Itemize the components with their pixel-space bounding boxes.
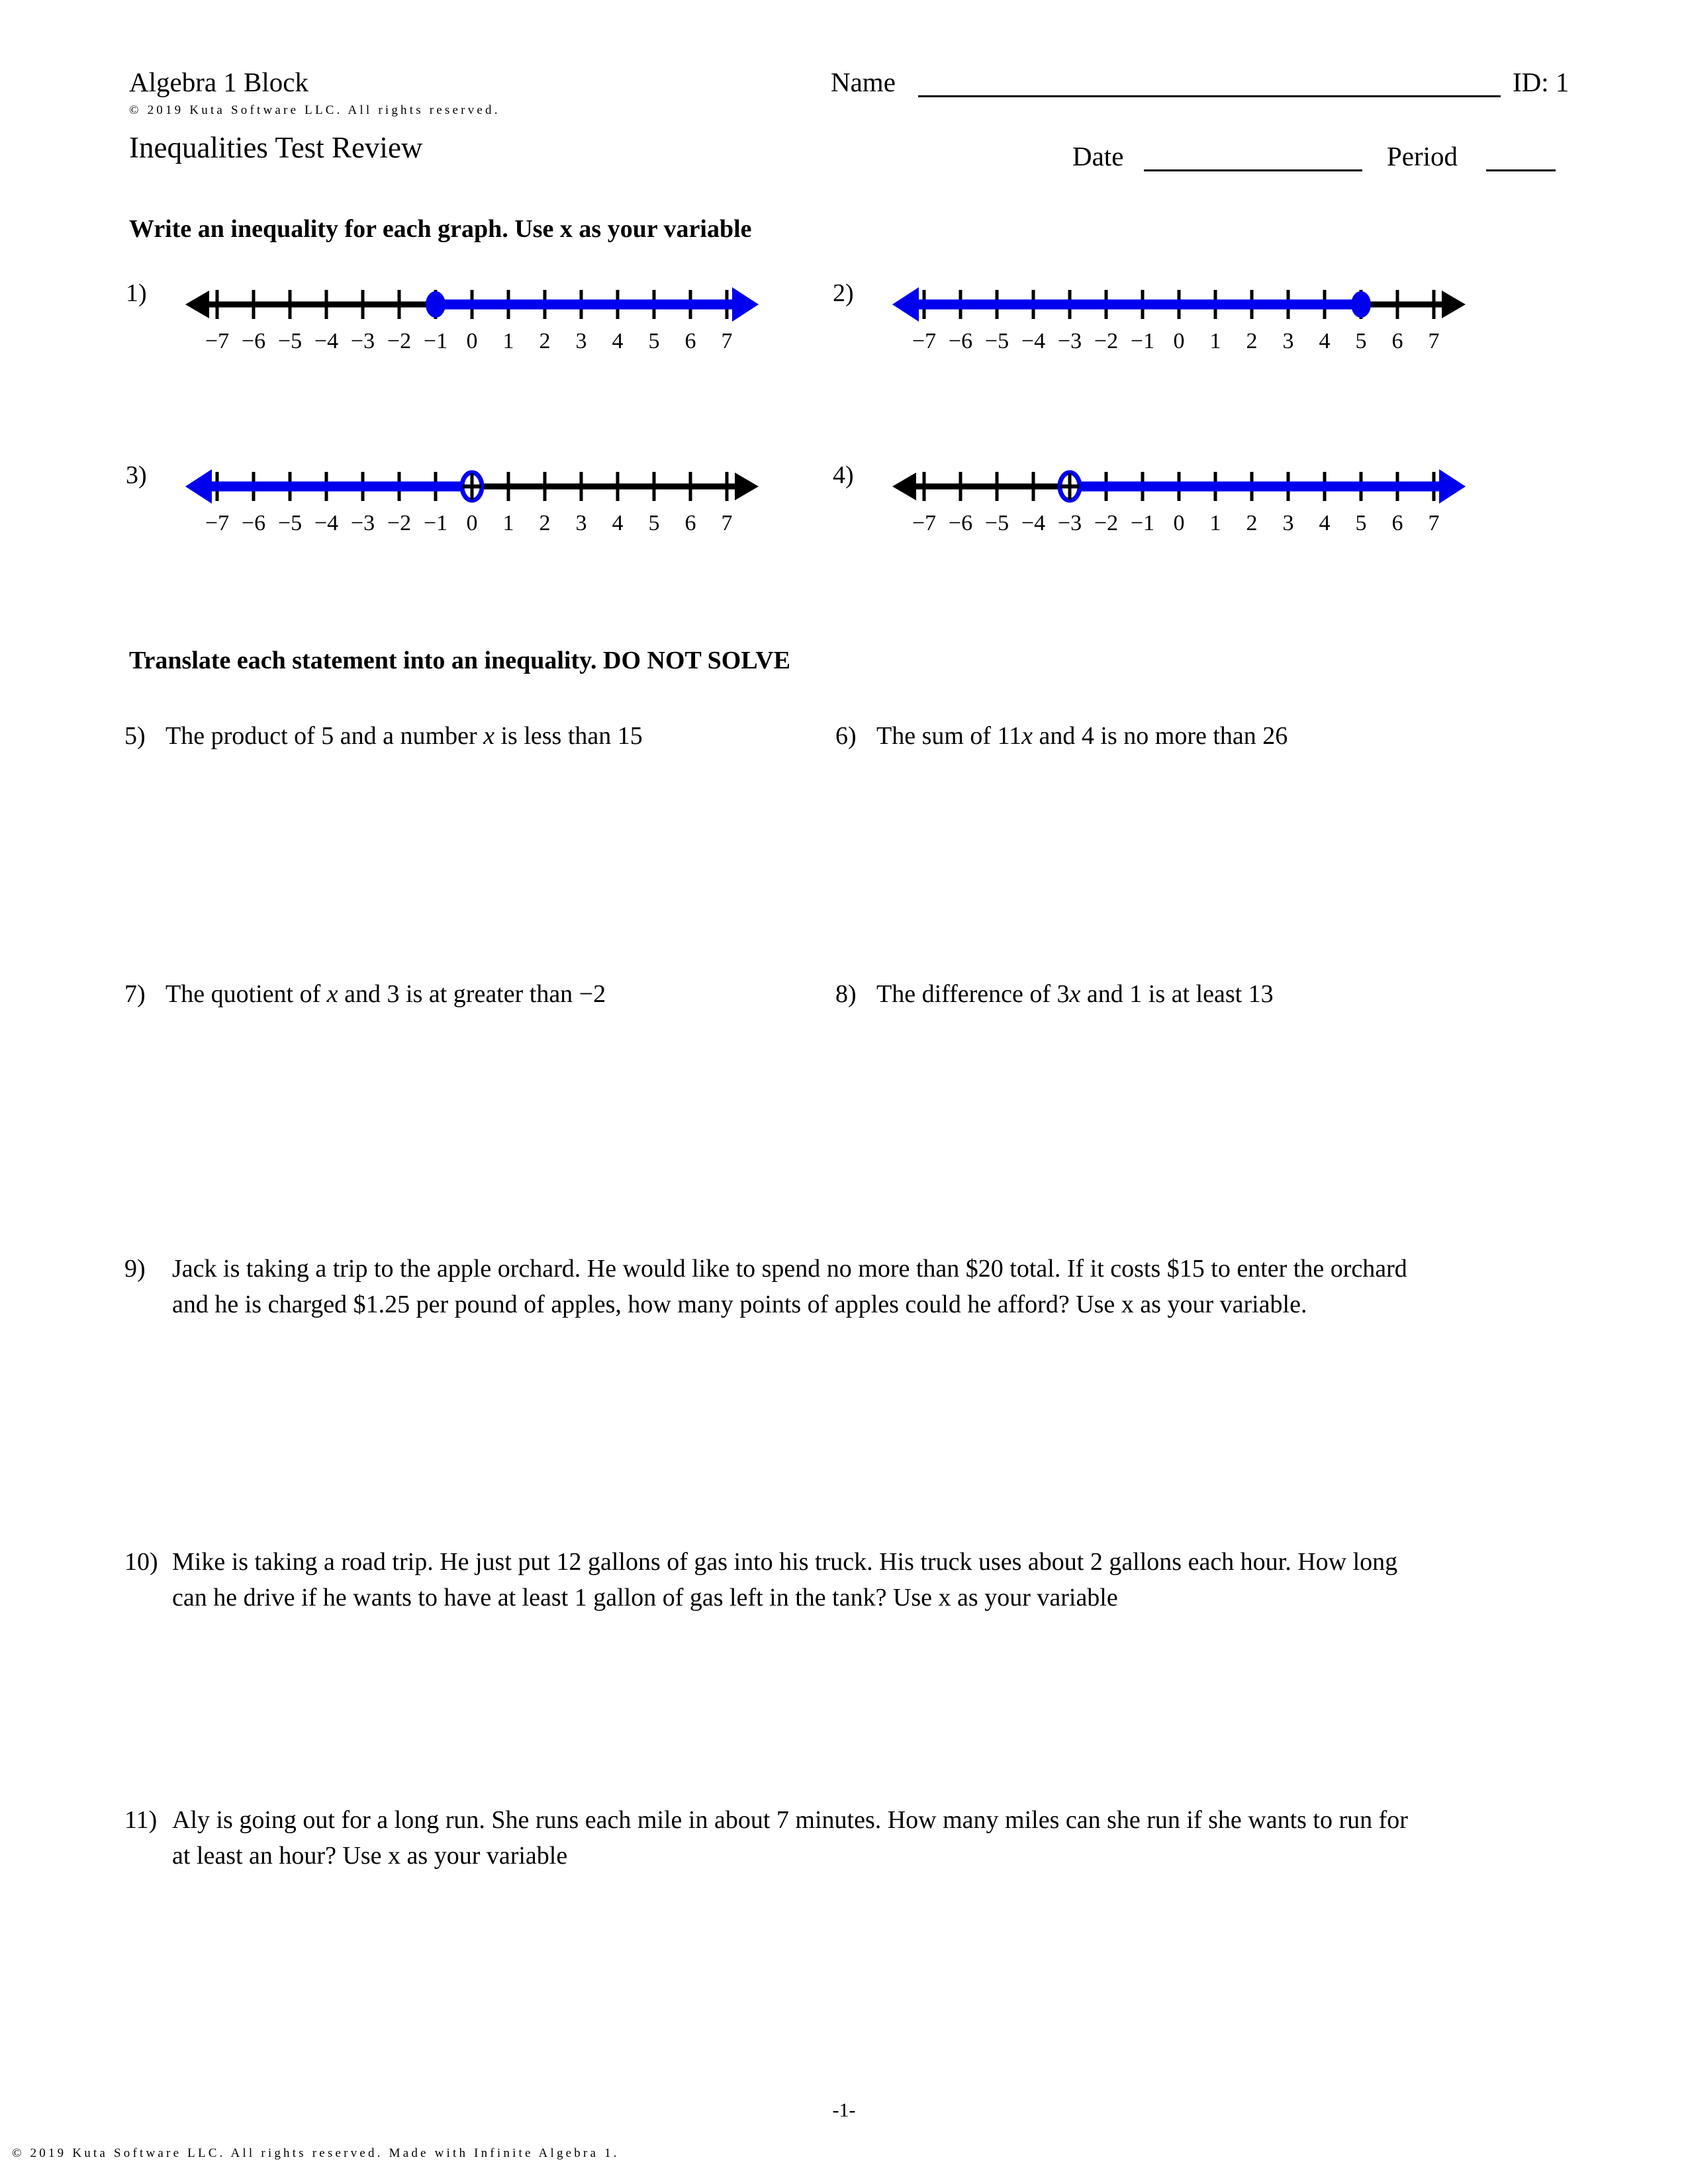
problem-8 <box>835 976 1464 1012</box>
number-line-problem-2 <box>833 277 1495 369</box>
problem-number: 5) <box>124 722 146 750</box>
svg-text:−2: −2 <box>387 329 412 353</box>
svg-text:−4: −4 <box>314 511 339 535</box>
svg-text:−7: −7 <box>912 329 937 353</box>
svg-text:6: 6 <box>684 329 696 353</box>
svg-text:1: 1 <box>502 511 514 535</box>
svg-text:7: 7 <box>1428 511 1440 535</box>
number-line-problem-3 <box>126 459 788 551</box>
svg-text:−3: −3 <box>1057 329 1082 353</box>
problem-number: 11) <box>124 1806 158 1834</box>
problem-text: Jack is taking a trip to the apple orchard. He would like to spend no more than $20 total. If it costs $15 to enter the orchard and he is charged $1.25 per pound of apples, how many points of apples could he afford? Use x as your variable. <box>172 1255 1407 1318</box>
svg-text:3: 3 <box>1282 329 1294 353</box>
problem-text: The sum of 11x and 4 is no more than 26 <box>876 722 1288 750</box>
svg-text:−1: −1 <box>423 511 448 535</box>
svg-text:5: 5 <box>1355 329 1367 353</box>
svg-text:1: 1 <box>1209 511 1221 535</box>
svg-text:−6: −6 <box>241 511 266 535</box>
problem-text: The product of 5 and a number x is less than 15 <box>165 722 643 750</box>
svg-text:−5: −5 <box>984 511 1009 535</box>
date-label: Date <box>1072 141 1124 171</box>
date-blank-rule[interactable] <box>1144 169 1362 171</box>
copyright-top: © 2019 Kuta Software LLC. All rights reserved. <box>129 103 500 117</box>
svg-text:3: 3 <box>1282 511 1294 535</box>
svg-text:−3: −3 <box>350 511 375 535</box>
svg-text:−5: −5 <box>277 329 303 353</box>
problem-number: 10) <box>124 1548 158 1576</box>
problem-text: Mike is taking a road trip. He just put 12 gallons of gas into his truck. His truck uses about 2 gallons each hour. How long can he drive if he wants to have at least 1 gallon of gas left in the tank? Use x as your variable <box>172 1548 1398 1612</box>
svg-text:−2: −2 <box>1094 329 1119 353</box>
problem-6 <box>835 718 1464 754</box>
name-blank-rule[interactable] <box>918 95 1501 97</box>
number-line-graph[interactable] <box>158 459 786 548</box>
svg-text:2: 2 <box>1246 329 1258 353</box>
problem-number: 8) <box>835 980 857 1008</box>
svg-text:−1: −1 <box>1130 511 1155 535</box>
svg-text:1: 1 <box>502 329 514 353</box>
svg-text:2: 2 <box>1246 511 1258 535</box>
svg-text:4: 4 <box>612 511 624 535</box>
svg-text:6: 6 <box>1391 329 1403 353</box>
svg-text:7: 7 <box>721 511 733 535</box>
worksheet-id-label: ID: 1 <box>1513 67 1570 97</box>
svg-text:−3: −3 <box>1057 511 1082 535</box>
problem-5 <box>124 718 707 754</box>
svg-text:2: 2 <box>539 329 551 353</box>
problem-11 <box>124 1802 1422 1874</box>
number-line-graph[interactable] <box>158 277 786 366</box>
problem-number: 9) <box>124 1255 146 1283</box>
directions-write-inequality: Write an inequality for each graph. Use x as your variable <box>129 215 752 243</box>
problem-number: 2) <box>833 279 854 307</box>
svg-text:−4: −4 <box>1021 511 1046 535</box>
svg-text:0: 0 <box>466 329 478 353</box>
svg-text:−5: −5 <box>984 329 1009 353</box>
svg-text:4: 4 <box>1319 329 1331 353</box>
problem-number: 3) <box>126 461 147 489</box>
svg-text:−6: −6 <box>948 511 973 535</box>
svg-text:0: 0 <box>1173 329 1185 353</box>
svg-text:2: 2 <box>539 511 551 535</box>
problem-number: 6) <box>835 722 857 750</box>
copyright-bottom: © 2019 Kuta Software LLC. All rights reserved. Made with Infinite Algebra 1. <box>12 2146 620 2160</box>
svg-text:5: 5 <box>648 511 660 535</box>
problem-9 <box>124 1251 1422 1322</box>
svg-text:−2: −2 <box>1094 511 1119 535</box>
svg-text:−4: −4 <box>314 329 339 353</box>
svg-text:6: 6 <box>1391 511 1403 535</box>
number-line-graph[interactable] <box>865 277 1493 366</box>
svg-text:0: 0 <box>466 511 478 535</box>
svg-text:−5: −5 <box>277 511 303 535</box>
worksheet-header <box>129 66 1570 192</box>
name-label: Name <box>831 67 896 97</box>
svg-text:4: 4 <box>1319 511 1331 535</box>
svg-text:0: 0 <box>1173 511 1185 535</box>
svg-text:−3: −3 <box>350 329 375 353</box>
problem-10 <box>124 1544 1422 1615</box>
problem-text: The quotient of x and 3 is at greater than −2 <box>165 980 606 1008</box>
svg-text:−4: −4 <box>1021 329 1046 353</box>
directions-translate-statement: Translate each statement into an inequality. DO NOT SOLVE <box>129 647 791 674</box>
svg-text:−7: −7 <box>205 511 230 535</box>
problem-number: 1) <box>126 279 147 307</box>
svg-text:−7: −7 <box>912 511 937 535</box>
header-row-bottom <box>129 130 1559 176</box>
svg-text:3: 3 <box>575 511 587 535</box>
svg-text:7: 7 <box>1428 329 1440 353</box>
problem-text: Aly is going out for a long run. She runs each mile in about 7 minutes. How many miles can she run if she wants to run for at least an hour? Use x as your variable <box>172 1806 1408 1870</box>
period-blank-rule[interactable] <box>1486 169 1556 171</box>
problem-number: 7) <box>124 980 146 1008</box>
svg-text:5: 5 <box>1355 511 1367 535</box>
number-line-graph[interactable] <box>865 459 1493 548</box>
problem-number: 4) <box>833 461 854 489</box>
svg-text:−1: −1 <box>423 329 448 353</box>
svg-text:−1: −1 <box>1130 329 1155 353</box>
svg-text:−6: −6 <box>241 329 266 353</box>
page-number: -1- <box>832 2099 856 2121</box>
svg-text:−7: −7 <box>205 329 230 353</box>
problem-7 <box>124 976 707 1012</box>
number-line-problem-4 <box>833 459 1495 551</box>
number-line-problem-1 <box>126 277 788 369</box>
svg-text:4: 4 <box>612 329 624 353</box>
svg-text:3: 3 <box>575 329 587 353</box>
svg-text:6: 6 <box>684 511 696 535</box>
course-name: Algebra 1 Block <box>129 67 308 97</box>
problem-text: The difference of 3x and 1 is at least 13 <box>876 980 1274 1008</box>
svg-text:1: 1 <box>1209 329 1221 353</box>
page-title: Inequalities Test Review <box>129 131 423 164</box>
svg-text:−2: −2 <box>387 511 412 535</box>
svg-text:5: 5 <box>648 329 660 353</box>
svg-text:7: 7 <box>721 329 733 353</box>
period-label: Period <box>1387 141 1458 171</box>
svg-text:−6: −6 <box>948 329 973 353</box>
